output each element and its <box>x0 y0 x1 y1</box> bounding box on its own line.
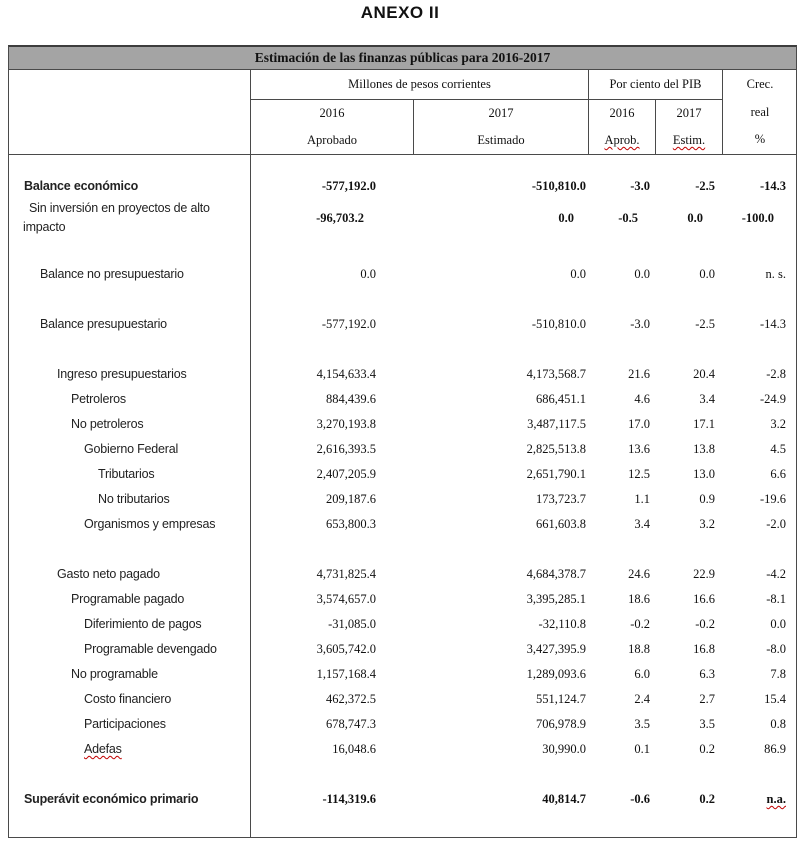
table-row <box>9 462 797 487</box>
cell-2016-aprobado: 653,800.3 <box>326 517 376 531</box>
cell-pib-2017: 6.3 <box>699 667 715 681</box>
cell-pib-2016: 13.6 <box>628 442 650 456</box>
cell-2016-aprobado: 2,616,393.5 <box>316 442 376 456</box>
cell-2016-aprobado: 2,407,205.9 <box>316 467 376 481</box>
cell-2017-estimado: 173,723.7 <box>536 492 586 506</box>
cell-crec-real: -24.9 <box>759 392 786 406</box>
cell-2016-aprobado: -96,703.2 <box>316 210 364 225</box>
cell-pib-2016: 17.0 <box>628 417 650 431</box>
cell-pib-2016: 0.1 <box>634 742 650 756</box>
row-label: Sin inversión en proyectos de alto impacto <box>23 200 210 234</box>
column-header-crec-real <box>723 70 797 154</box>
row-label: Participaciones <box>84 716 166 731</box>
cell-2017-estimado: 4,173,568.7 <box>526 367 586 381</box>
cell-pib-2016: -3.0 <box>630 317 650 331</box>
table-title: Estimación de las finanzas públicas para 2016-2017 <box>254 50 551 65</box>
cell-crec-real: -14.3 <box>759 317 786 331</box>
cell-2016-aprobado: 209,187.6 <box>326 492 376 506</box>
column-group-millones-label: Millones de pesos corrientes <box>348 77 491 91</box>
cell-crec-real: -2.8 <box>766 367 786 381</box>
cell-pib-2016: 1.1 <box>634 492 650 506</box>
row-label: No petroleros <box>71 416 144 431</box>
cell-crec-real: -14.3 <box>759 179 786 193</box>
cell-2017-estimado: 0.0 <box>570 267 586 281</box>
cell-2016-aprobado: 3,574,657.0 <box>316 592 376 606</box>
cell-2016-aprobado: -31,085.0 <box>328 617 376 631</box>
table-row <box>9 412 797 437</box>
table-row <box>9 737 797 762</box>
cell-crec-real: 4.5 <box>770 442 786 456</box>
table-row <box>9 562 797 587</box>
cell-crec-real: -100.0 <box>741 210 774 225</box>
row-label: Balance presupuestario <box>40 316 167 331</box>
cell-pib-2017: 16.6 <box>693 592 715 606</box>
cell-pib-2016: -0.5 <box>618 210 638 225</box>
cell-crec-real: 15.4 <box>764 692 786 706</box>
cell-crec-real: 3.2 <box>770 417 786 431</box>
cell-2017-estimado: 40,814.7 <box>542 792 586 806</box>
cell-2016-aprobado: 0.0 <box>360 267 376 281</box>
cell-2016-aprobado: 1,157,168.4 <box>316 667 376 681</box>
table-row <box>9 262 797 287</box>
row-label: Diferimiento de pagos <box>84 616 202 631</box>
cell-crec-real: 6.6 <box>770 467 786 481</box>
finances-table <box>8 45 797 838</box>
year-label: 2016 <box>319 106 345 120</box>
cell-pib-2017: 3.4 <box>699 392 715 406</box>
cell-pib-2016: 3.4 <box>634 517 650 531</box>
column-group-millones <box>251 70 588 99</box>
cell-crec-real: n. s. <box>765 267 786 281</box>
year-label: 2017 <box>488 106 514 120</box>
percent-line: % <box>754 132 766 146</box>
cell-2017-estimado: 2,651,790.1 <box>526 467 586 481</box>
cell-crec-real: -4.2 <box>766 567 786 581</box>
cell-pib-2016: -0.6 <box>630 792 650 806</box>
cell-2016-aprobado: 4,154,633.4 <box>316 367 376 381</box>
cell-2016-aprobado: 16,048.6 <box>332 742 376 756</box>
real-line: real <box>750 105 770 119</box>
table-row <box>9 662 797 687</box>
row-label: No programable <box>71 666 158 681</box>
sub-label: Estimado <box>477 133 525 147</box>
cell-pib-2017: -2.5 <box>695 179 715 193</box>
cell-pib-2016: 18.8 <box>628 642 650 656</box>
cell-crec-real: 0.0 <box>770 617 786 631</box>
cell-2017-estimado: 686,451.1 <box>536 392 586 406</box>
cell-pib-2016: 24.6 <box>628 567 650 581</box>
row-label: Programable devengado <box>84 641 217 656</box>
year-label: 2017 <box>676 106 702 120</box>
table-row <box>9 487 797 512</box>
cell-crec-real: -19.6 <box>759 492 786 506</box>
cell-2016-aprobado: 462,372.5 <box>326 692 376 706</box>
column-header-2016-aprob <box>589 100 655 154</box>
cell-2017-estimado: 3,427,395.9 <box>526 642 586 656</box>
sub-label-misspelled: Estim. <box>672 133 706 147</box>
cell-pib-2017: 13.8 <box>693 442 715 456</box>
row-label: Programable pagado <box>71 591 185 606</box>
row-label: Petroleros <box>71 391 126 406</box>
sub-label: Aprobado <box>307 133 357 147</box>
table-row <box>9 612 797 637</box>
cell-crec-real: n.a. <box>766 792 786 806</box>
cell-pib-2016: 21.6 <box>628 367 650 381</box>
table-row <box>9 587 797 612</box>
column-header-2017-estimado <box>414 100 588 154</box>
cell-pib-2017: 17.1 <box>693 417 715 431</box>
cell-2016-aprobado: -114,319.6 <box>322 792 376 806</box>
table-row <box>9 512 797 537</box>
cell-pib-2017: 0.2 <box>699 742 715 756</box>
cell-crec-real: -8.1 <box>766 592 786 606</box>
cell-crec-real: 7.8 <box>770 667 786 681</box>
table-row <box>9 687 797 712</box>
row-label: Costo financiero <box>84 691 172 706</box>
cell-2017-estimado: 706,978.9 <box>536 717 586 731</box>
table-row <box>9 437 797 462</box>
cell-2017-estimado: -510,810.0 <box>531 179 586 193</box>
cell-2016-aprobado: 3,270,193.8 <box>316 417 376 431</box>
table-row <box>9 195 797 241</box>
cell-2016-aprobado: 4,731,825.4 <box>316 567 376 581</box>
cell-pib-2017: 13.0 <box>693 467 715 481</box>
cell-pib-2017: 22.9 <box>693 567 715 581</box>
cell-pib-2016: 0.0 <box>634 267 650 281</box>
row-label: Superávit económico primario <box>24 791 199 806</box>
row-label: Gasto neto pagado <box>57 566 160 581</box>
table-row <box>9 387 797 412</box>
cell-pib-2017: -0.2 <box>695 617 715 631</box>
cell-2017-estimado: 4,684,378.7 <box>526 567 586 581</box>
row-label: Gobierno Federal <box>84 441 179 456</box>
column-header-2016-aprobado <box>251 100 413 154</box>
cell-2017-estimado: 3,487,117.5 <box>527 417 586 431</box>
cell-pib-2017: 16.8 <box>693 642 715 656</box>
cell-pib-2016: -0.2 <box>630 617 650 631</box>
row-label: Ingreso presupuestarios <box>57 366 187 381</box>
cell-2016-aprobado: 3,605,742.0 <box>316 642 376 656</box>
cell-2017-estimado: 661,603.8 <box>536 517 586 531</box>
cell-pib-2016: 18.6 <box>628 592 650 606</box>
table-row <box>9 362 797 387</box>
table-title-bar <box>9 47 796 70</box>
row-label: Balance no presupuestario <box>40 266 184 281</box>
cell-2016-aprobado: -577,192.0 <box>321 179 376 193</box>
cell-2017-estimado: 3,395,285.1 <box>526 592 586 606</box>
cell-crec-real: -8.0 <box>766 642 786 656</box>
cell-2016-aprobado: 678,747.3 <box>326 717 376 731</box>
cell-pib-2016: 3.5 <box>634 717 650 731</box>
cell-pib-2017: 0.2 <box>699 792 715 806</box>
cell-pib-2017: 0.9 <box>699 492 715 506</box>
cell-pib-2017: 0.0 <box>687 210 703 225</box>
row-label: Adefas <box>84 741 122 756</box>
cell-2017-estimado: 1,289,093.6 <box>526 667 586 681</box>
table-row <box>9 312 797 337</box>
column-header-2017-estim <box>656 100 722 154</box>
cell-pib-2016: 2.4 <box>634 692 650 706</box>
cell-pib-2017: 3.5 <box>699 717 715 731</box>
row-label: Organismos y empresas <box>84 516 216 531</box>
cell-2017-estimado: 0.0 <box>558 210 574 225</box>
cell-pib-2016: -3.0 <box>630 179 650 193</box>
cell-2016-aprobado: -577,192.0 <box>321 317 376 331</box>
row-label: Tributarios <box>98 466 155 481</box>
table-body <box>9 154 797 812</box>
cell-pib-2016: 12.5 <box>628 467 650 481</box>
cell-2017-estimado: 30,990.0 <box>542 742 586 756</box>
crec-line: Crec. <box>746 77 774 91</box>
page-title: ANEXO II <box>360 3 440 22</box>
cell-2017-estimado: -510,810.0 <box>531 317 586 331</box>
table-row <box>9 712 797 737</box>
cell-pib-2017: 0.0 <box>699 267 715 281</box>
row-label: Balance económico <box>24 178 139 193</box>
cell-pib-2017: 20.4 <box>693 367 715 381</box>
cell-2016-aprobado: 884,439.6 <box>326 392 376 406</box>
cell-pib-2017: -2.5 <box>695 317 715 331</box>
column-group-pib <box>589 70 722 99</box>
cell-crec-real: 0.8 <box>770 717 786 731</box>
sub-label-misspelled: Aprob. <box>604 133 640 147</box>
cell-pib-2016: 4.6 <box>634 392 650 406</box>
cell-crec-real: -2.0 <box>766 517 786 531</box>
year-label: 2016 <box>609 106 635 120</box>
cell-crec-real: 86.9 <box>764 742 786 756</box>
cell-pib-2016: 6.0 <box>634 667 650 681</box>
table-row <box>9 637 797 662</box>
cell-2017-estimado: 551,124.7 <box>536 692 586 706</box>
cell-pib-2017: 3.2 <box>699 517 715 531</box>
column-group-pib-label: Por ciento del PIB <box>609 77 702 91</box>
cell-2017-estimado: -32,110.8 <box>538 617 586 631</box>
cell-pib-2017: 2.7 <box>699 692 715 706</box>
table-row <box>9 787 797 812</box>
cell-2017-estimado: 2,825,513.8 <box>526 442 586 456</box>
row-label: No tributarios <box>98 491 170 506</box>
